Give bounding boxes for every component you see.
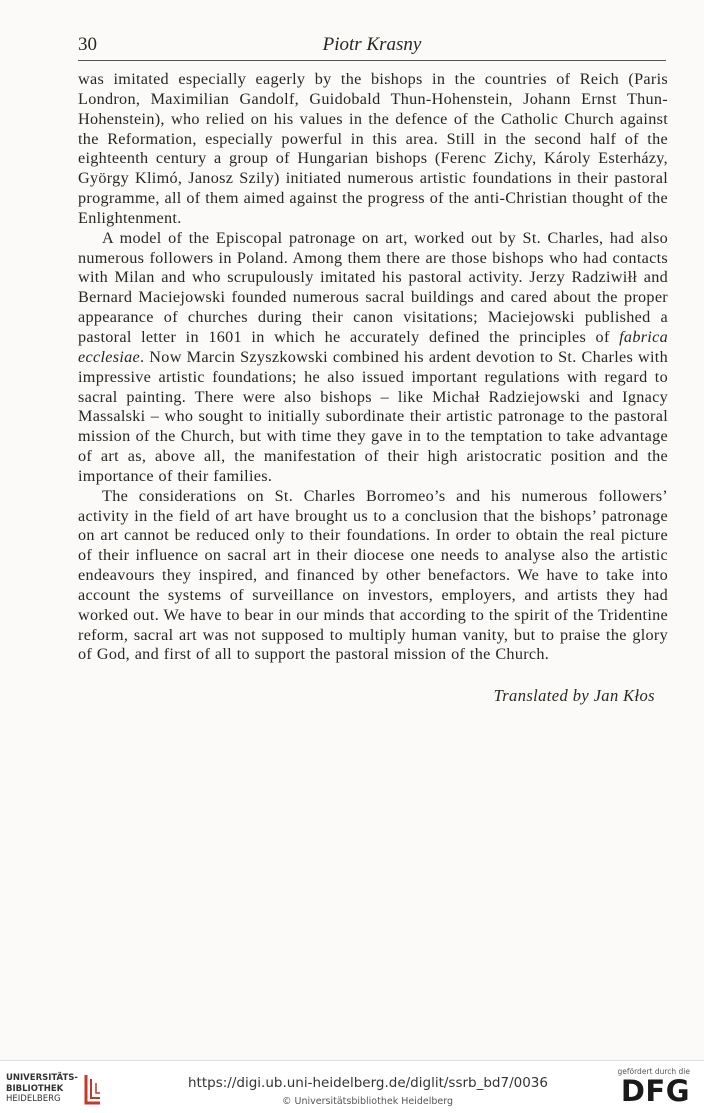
digitization-footer <box>0 1060 704 1113</box>
library-logo <box>6 1073 106 1109</box>
copyright-notice: © Universitätsbibliothek Heidelberg <box>282 1096 454 1107</box>
dfg-wordmark: DFG <box>620 1074 690 1108</box>
translator-credit: Translated by Jan Kłos <box>493 686 655 705</box>
page-number: 30 <box>78 34 97 55</box>
source-url[interactable]: https://digi.ub.uni-heidelberg.de/diglit/ssrb_bd7/0036 <box>188 1075 548 1091</box>
paragraph-2-part-a: A model of the Episcopal patronage on art, worked out by St. Charles, had also numerous followers in Poland. Among them there are those bishops who had contacts with Milan and who scrupulously imitated his pastoral activity. Jerzy Radziwiłł and Bernard Maciejowski founded numerous sacral buildings and cared about the proper appearance of churches during their canon visitations; Maciejowski published a pastoral letter in 1601 in which he accurately defined the principles of <box>78 228 668 346</box>
running-head: Piotr Krasny <box>322 34 422 55</box>
body-text <box>78 70 668 665</box>
paragraph-2 <box>78 229 668 487</box>
paragraph-2-part-b: . Now Marcin Szyszkowski combined his ardent devotion to St. Charles with impressive artistic foundations; he also issued important regulations with regard to sacral painting. There were also bishops – like Michał Radziejowski and Ignacy Massalski – who sought to initially subordinate their artistic patronage to the pastoral mission of the Church, but with time they gave in to the temptation to take advantage of art as, above all, the manifestation of their high aristocratic position and the importance of their families. <box>78 347 668 485</box>
latin-term: fabrica ecclesiae <box>78 327 668 366</box>
library-name: UNIVERSITÄTS- BIBLIOTHEK HEIDELBERG <box>6 1073 78 1104</box>
dfg-logo <box>618 1067 691 1106</box>
library-emblem-icon <box>82 1073 104 1107</box>
funding-note: gefördert durch die <box>617 1067 690 1076</box>
paragraph-1: was imitated especially eagerly by the bishops in the countries of Reich (Paris Londron, Maximilian Gandolf, Guidobald Thun-Hohenstein, Johann Ernst Thun-Hohenstein), who relied on his values in the defence of the Catholic Church against the Reformation, especially powerful in this area. Still in the second half of the eighteenth century a group of Hungarian bishops (Ferenc Zichy, Károly Esterházy, György Klimó, Janosz Szily) initiated numerous artistic foundations in their pastoral programme, all of them aimed against the progress of the anti-Christian thought of the Enlightenment. <box>78 70 668 227</box>
paragraph-3: The considerations on St. Charles Borromeo’s and his numerous followers’ activity in the field of art have brought us to a conclusion that the bishops’ patronage on art cannot be reduced only to their foundations. In order to obtain the real picture of their influence on sacral art in their diocese one needs to analyse also the artistic endeavours they inspired, and financed by other benefactors. We have to take into account the systems of surveillance on investors, employers, and artists they had worked out. We have to bear in our minds that according to the spirit of the Tridentine reform, sacral art was not supposed to multiply human vanity, but to praise the glory of God, and first of all to support the pastoral mission of the Church. <box>78 486 668 664</box>
page-header <box>78 34 666 61</box>
